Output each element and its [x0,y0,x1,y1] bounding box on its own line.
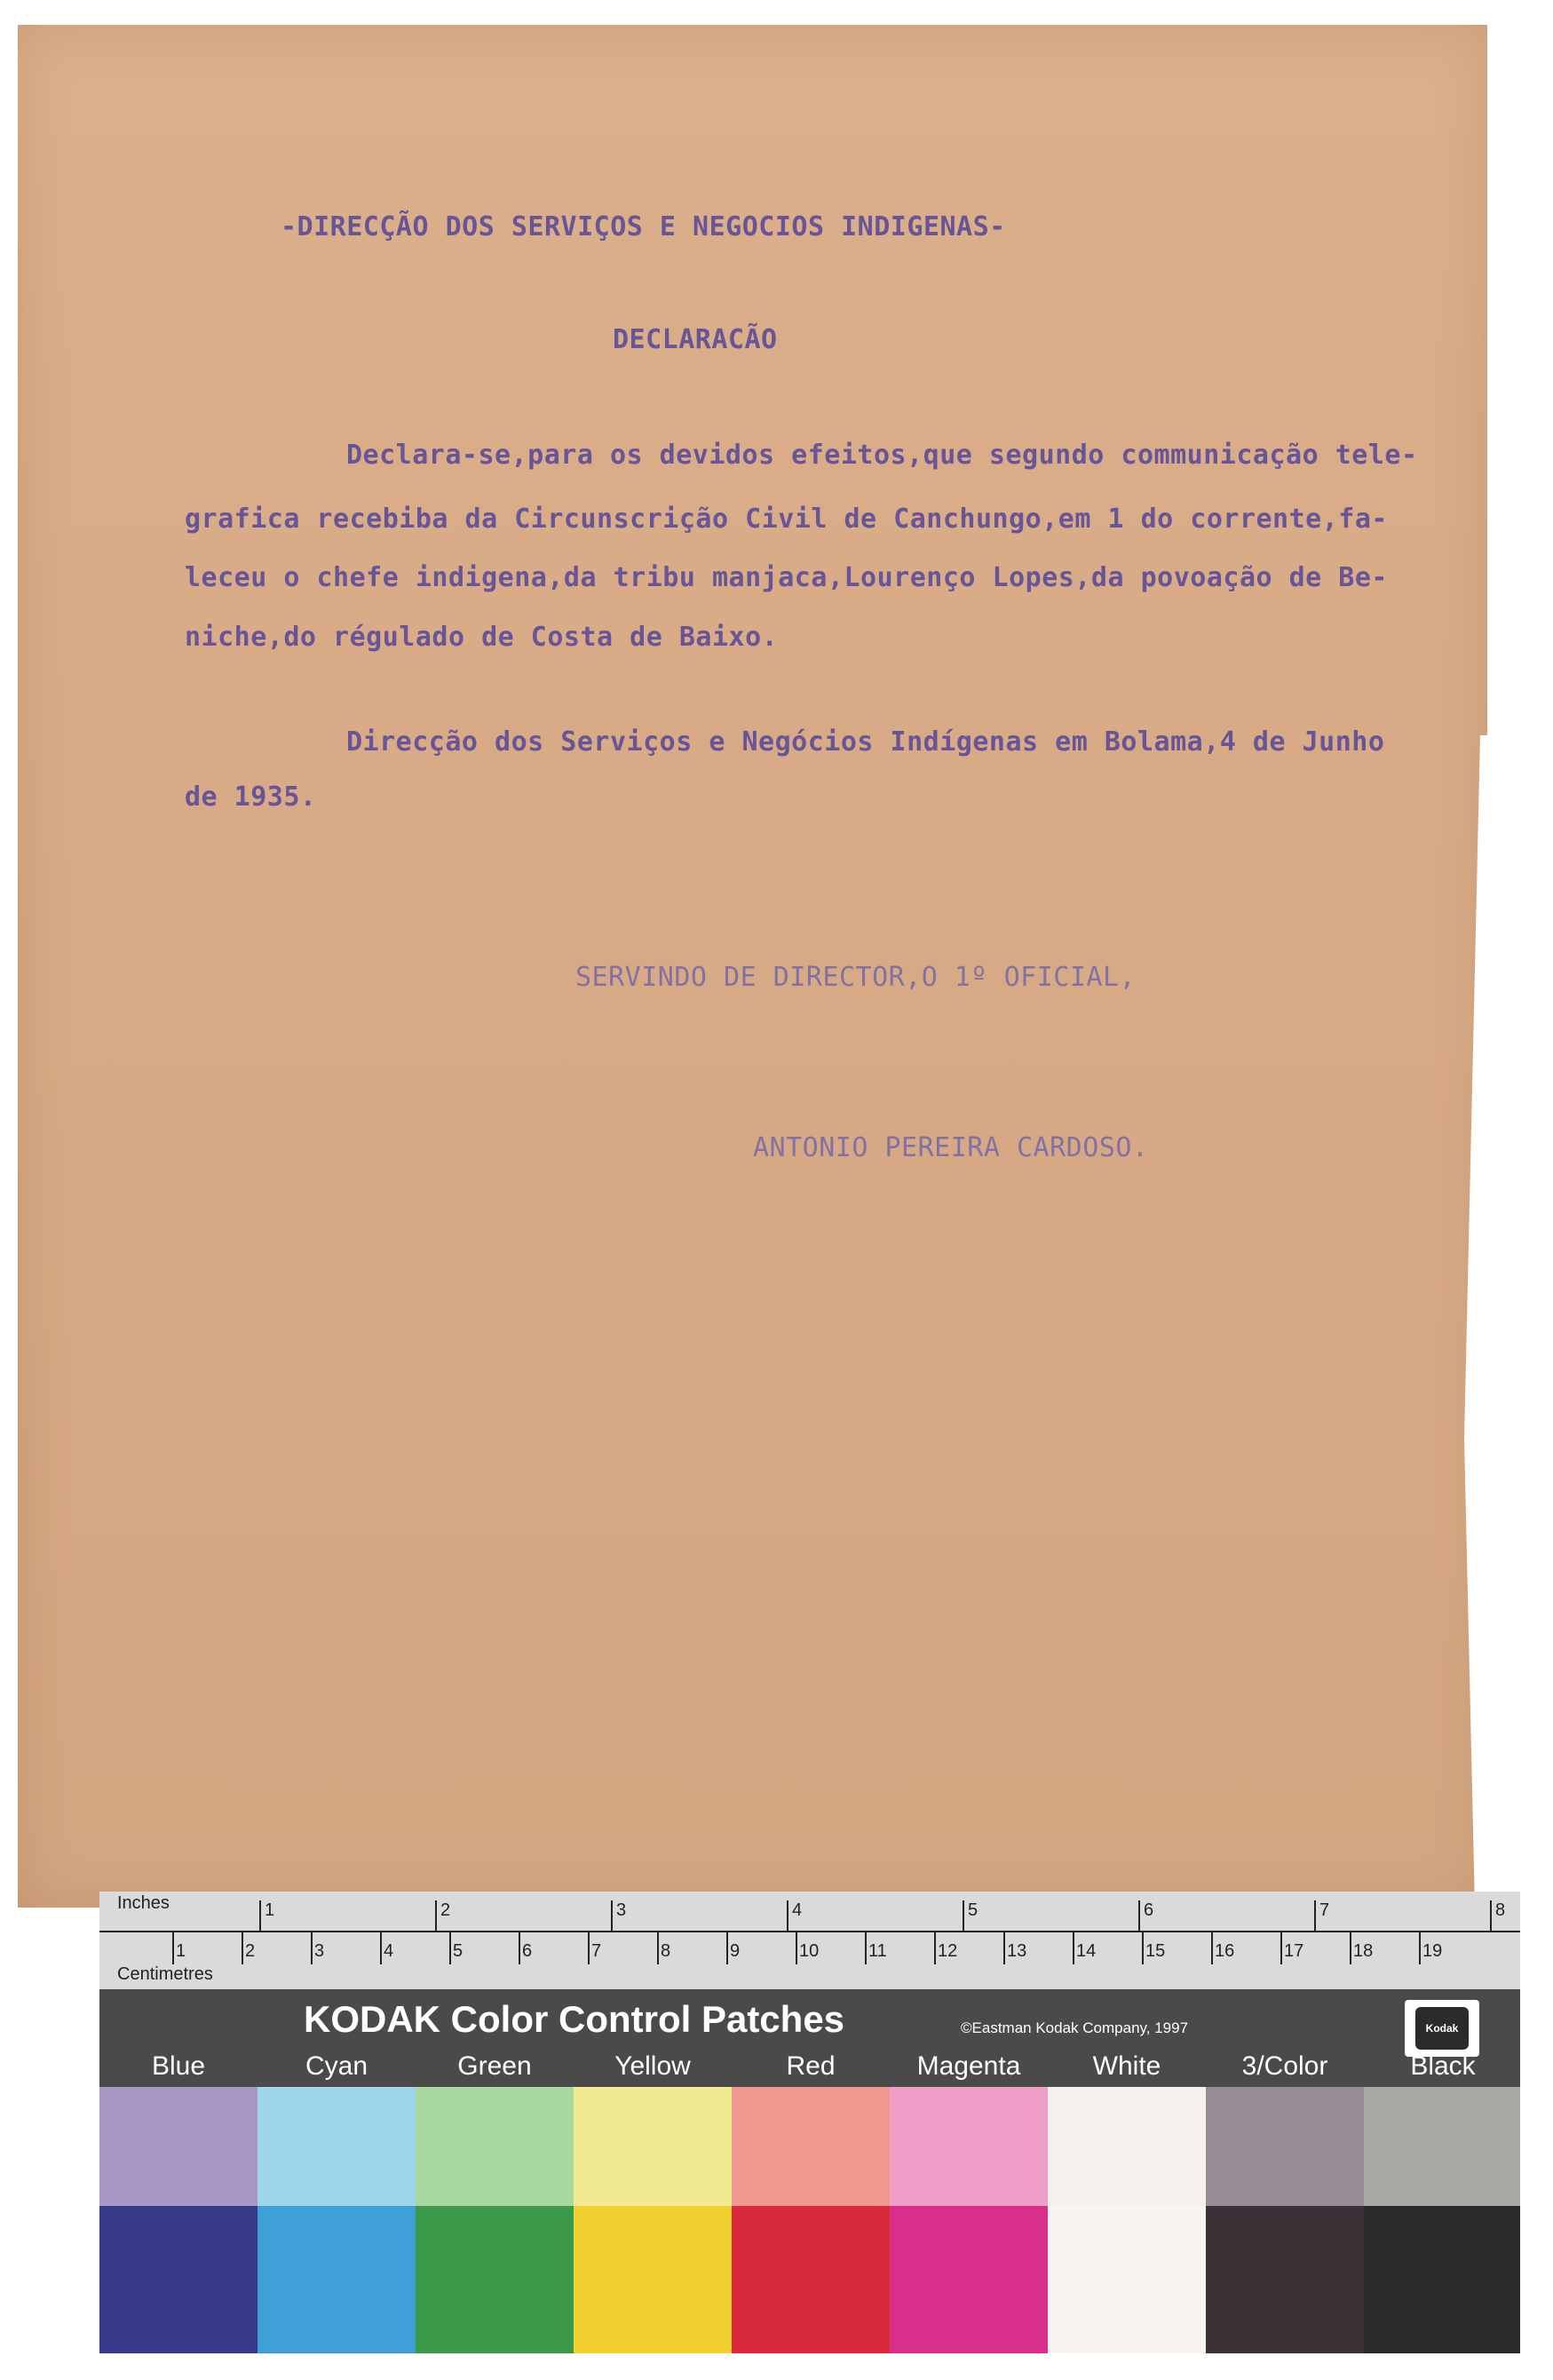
cm-tick [865,1932,867,1964]
patch-label-red: Red [786,2051,836,2081]
patch-label-cyan: Cyan [305,2051,368,2081]
ruler-divider [99,1931,1520,1932]
cm-tick [726,1932,728,1964]
cm-tick [588,1932,590,1964]
cm-tick [1280,1932,1282,1964]
inch-tick [787,1900,788,1931]
closing-line-1: Direcção dos Serviços e Negócios Indígenas em Bolama,4 de Junho [346,726,1385,758]
inch-tick [1314,1900,1316,1931]
inch-number: 2 [440,1900,451,1920]
inch-number: 3 [616,1900,627,1920]
cm-number: 4 [384,1941,394,1961]
inch-number: 7 [1319,1900,1330,1920]
patch-label-black: Black [1410,2051,1476,2081]
patch-light-black [1364,2087,1520,2206]
cm-number: 9 [730,1941,741,1961]
cm-number: 1 [176,1941,186,1961]
patch-dark-yellow [574,2206,732,2353]
inch-tick [1138,1900,1140,1931]
cm-tick [1350,1932,1351,1964]
body-line-3: leceu o chefe indigena,da tribu manjaca,Lourenço Lopes,da povoação de Be- [185,562,1388,593]
body-line-1: Declara-se,para os devidos efeitos,que segundo communicação tele- [346,440,1418,471]
cm-number: 11 [868,1941,887,1961]
inch-tick [1490,1900,1492,1931]
patch-dark-white [1048,2206,1206,2353]
patch-label-white: White [1092,2051,1161,2081]
cm-number: 17 [1284,1941,1304,1961]
kodak-title: KODAK Color Control Patches [304,1998,845,2040]
cm-tick [1142,1932,1144,1964]
body-line-4: niche,do régulado de Costa de Baixo. [185,622,779,653]
inch-number: 5 [968,1900,979,1920]
kodak-logo-mark: Kodak [1415,2007,1469,2050]
patch-dark-magenta [890,2206,1048,2353]
cm-number: 10 [799,1941,820,1961]
cm-tick [311,1932,313,1964]
patch-label-magenta: Magenta [916,2051,1021,2081]
patch-light-blue [99,2087,258,2206]
inch-tick [611,1900,613,1931]
cm-tick [242,1932,243,1964]
patch-light-yellow [574,2087,732,2206]
cm-tick [934,1932,936,1964]
patch-label-blue: Blue [151,2051,206,2081]
measurement-ruler [99,1892,1520,1991]
patch-label-yellow: Yellow [614,2051,691,2081]
signature-name: ANTONIO PEREIRA CARDOSO. [753,1132,1149,1163]
inch-tick [963,1900,964,1931]
kodak-logo [1405,2000,1479,2057]
patch-light-3-color [1206,2087,1364,2206]
inch-tick [435,1900,437,1931]
patch-dark-black [1364,2206,1520,2353]
patch-label-green: Green [457,2051,532,2081]
cm-number: 8 [661,1941,671,1961]
cm-number: 13 [1007,1941,1027,1961]
patch-light-white [1048,2087,1206,2206]
body-line-2: grafica recebiba da Circunscrição Civil de Canchungo,em 1 do corrente,fa- [185,504,1388,535]
inch-tick [259,1900,261,1931]
cm-tick [449,1932,451,1964]
cm-number: 5 [453,1941,464,1961]
inch-number: 1 [265,1900,275,1920]
patch-light-red [732,2087,890,2206]
cm-number: 19 [1422,1941,1443,1961]
kodak-color-control-strip [99,1892,1520,2353]
document-heading: -DIRECÇÃO DOS SERVIÇOS E NEGOCIOS INDIGENAS- [281,211,1006,242]
cm-tick [1211,1932,1213,1964]
patch-label-3-color: 3/Color [1241,2051,1328,2081]
inches-label: Inches [117,1893,170,1913]
patch-dark-green [416,2206,574,2353]
cm-tick [1003,1932,1005,1964]
kodak-copyright: ©Eastman Kodak Company, 1997 [961,2019,1189,2036]
inch-number: 6 [1144,1900,1154,1920]
closing-line-2: de 1935. [185,781,317,813]
cm-number: 2 [245,1941,256,1961]
cm-tick [1419,1932,1421,1964]
cm-tick [172,1932,174,1964]
patch-dark-cyan [258,2206,416,2353]
document-title: DECLARACÃO [613,324,778,355]
cm-number: 14 [1076,1941,1097,1961]
patch-light-cyan [258,2087,416,2206]
cm-tick [519,1932,520,1964]
patch-light-green [416,2087,574,2206]
patch-dark-blue [99,2206,258,2353]
inch-number: 8 [1495,1900,1506,1920]
cm-number: 18 [1353,1941,1374,1961]
cm-number: 3 [314,1941,325,1961]
cm-number: 16 [1215,1941,1235,1961]
inch-number: 4 [792,1900,803,1920]
patch-dark-3-color [1206,2206,1364,2353]
cm-tick [796,1932,797,1964]
cm-number: 12 [938,1941,958,1961]
cm-number: 7 [591,1941,602,1961]
patch-light-magenta [890,2087,1048,2206]
signature-title: SERVINDO DE DIRECTOR,O 1º OFICIAL, [575,962,1137,993]
cm-number: 6 [522,1941,533,1961]
cm-number: 15 [1145,1941,1166,1961]
cm-tick [1073,1932,1074,1964]
cm-tick [657,1932,659,1964]
patch-dark-red [732,2206,890,2353]
centimetres-label: Centimetres [117,1964,213,1984]
cm-tick [380,1932,382,1964]
